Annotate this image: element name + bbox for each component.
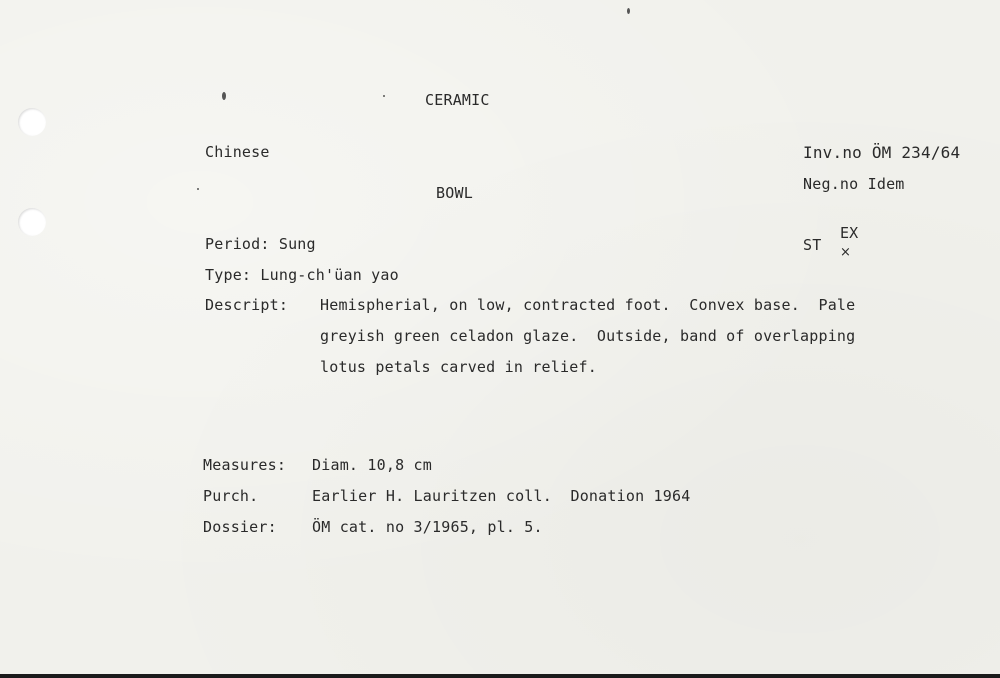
dust-speck	[627, 8, 630, 14]
dust-speck	[197, 188, 199, 190]
punch-hole-bottom	[18, 208, 46, 236]
description-line: lotus petals carved in relief.	[320, 358, 597, 376]
punch-hole-top	[18, 108, 46, 136]
description-label: Descript:	[205, 296, 289, 314]
period-text: Period: Sung	[205, 235, 316, 253]
measures-value: Diam. 10,8 cm	[312, 456, 432, 474]
dust-speck	[383, 95, 385, 97]
ex-label: EX	[839, 224, 859, 242]
dossier-value: ÖM cat. no 3/1965, pl. 5.	[312, 518, 543, 536]
purchase-value: Earlier H. Lauritzen coll. Donation 1964	[312, 487, 691, 505]
origin-text: Chinese	[205, 143, 270, 161]
dossier-label: Dossier:	[203, 518, 277, 536]
st-field: ST	[803, 236, 822, 254]
dust-speck	[222, 92, 226, 100]
measures-label: Measures:	[203, 456, 287, 474]
object-name: BOWL	[436, 184, 473, 202]
inventory-number: Inv.no ÖM 234/64	[803, 143, 961, 162]
type-text: Type: Lung-ch'üan yao	[205, 266, 399, 284]
category-heading: CERAMIC	[425, 91, 490, 109]
negative-number: Neg.no Idem	[803, 175, 905, 193]
purchase-label: Purch.	[203, 487, 259, 505]
ex-check-mark: ×	[839, 245, 852, 260]
description-line: greyish green celadon glaze. Outside, band of overlapping	[320, 327, 856, 345]
description-line: Hemispherial, on low, contracted foot. Convex base. Pale	[320, 296, 856, 314]
